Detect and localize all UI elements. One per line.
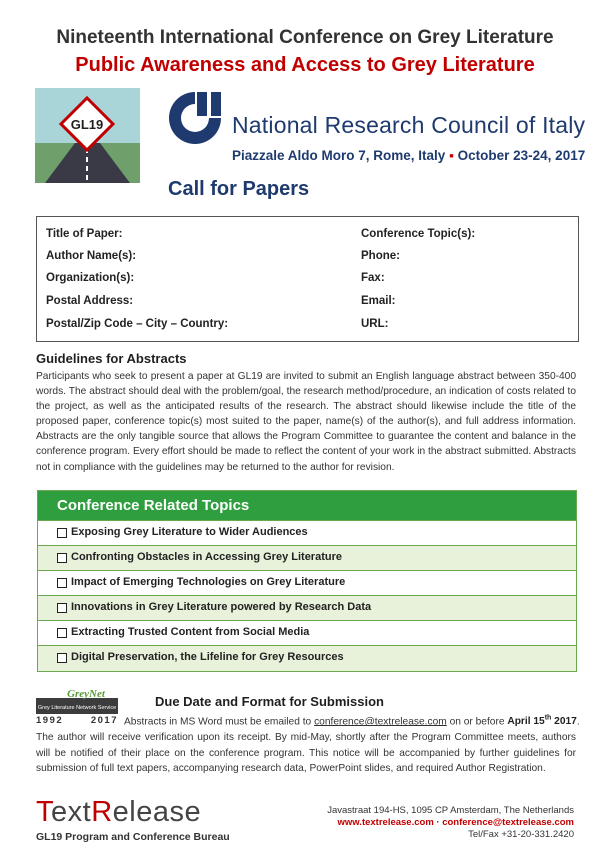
submission-form-box — [36, 216, 579, 342]
gl19-sign-text: GL19 — [70, 117, 104, 132]
checkbox-icon[interactable] — [57, 553, 67, 563]
guidelines-text: Participants who seek to present a paper at GL19 are invited to submit an English language abstract between 350-400 words. The abstract should deal with the problem/goal, the research method/procedure, an indication of costs related to the project, as well as the anticipated results of the research. The abstract should likewise include the title of the proposed paper, conference topic(s) most suited to the paper, name(s) of the author(s), and full address information. Abstracts are the only tangible source that allows the Program Committee to guarantee the content and balance in the conference program. Every effort should be made to reflect the content of your work in the abstract submitted. Abstracts not in compliance with the guidelines may be returned to the author for revision. — [36, 371, 576, 473]
greynet-logo-text: GreyNet — [67, 688, 105, 700]
topics-header — [38, 491, 576, 520]
form-zip-city-country-label: Postal/Zip Code – City – Country: — [46, 318, 229, 330]
topic-label: Innovations in Grey Literature powered by Research Data — [71, 601, 372, 613]
textrelease-logo: TextRelease — [36, 796, 202, 828]
cnr-logo-icon — [165, 88, 225, 146]
form-title-label: Title of Paper: — [46, 228, 123, 240]
checkbox-icon[interactable] — [57, 528, 67, 538]
organizer-name: National Research Council of Italy — [232, 112, 586, 138]
footer-phone: Tel/Fax +31-20-331.2420 — [468, 829, 574, 840]
form-phone-label: Phone: — [361, 250, 400, 262]
submission-text: on or before — [446, 716, 508, 728]
topic-label: Exposing Grey Literature to Wider Audiences — [71, 526, 308, 538]
guidelines-heading: Guidelines for Abstracts — [36, 351, 187, 366]
conference-theme: Public Awareness and Access to Grey Literature — [75, 54, 535, 76]
greynet-year-end: 2017 — [90, 715, 118, 726]
checkbox-icon[interactable] — [57, 603, 67, 613]
topic-label: Extracting Trusted Content from Social Media — [71, 626, 310, 638]
topic-row[interactable] — [38, 545, 576, 570]
footer-website-link[interactable]: www.textrelease.com — [337, 817, 434, 828]
topic-row[interactable] — [38, 595, 576, 620]
footer-address: Javastraat 194-HS, 1095 CP Amsterdam, The Netherlands — [327, 805, 574, 816]
conference-title: Nineteenth International Conference on Grey Literature — [56, 27, 554, 48]
form-organization-label: Organization(s): — [46, 272, 135, 284]
footer-contact-line — [337, 817, 574, 828]
topic-label: Impact of Emerging Technologies on Grey Literature — [71, 576, 346, 588]
form-email-label: Email: — [361, 295, 396, 307]
form-url-label: URL: — [361, 318, 389, 330]
footer-separator: · — [433, 817, 443, 828]
topic-row[interactable] — [38, 570, 576, 595]
topics-heading: Conference Related Topics — [57, 497, 250, 514]
venue-dates: October 23-24, 2017 — [457, 148, 586, 163]
submission-heading: Due Date and Format for Submission — [155, 694, 384, 709]
topic-label: Confronting Obstacles in Accessing Grey Literature — [71, 551, 342, 563]
venue-separator: ▪ — [449, 148, 454, 163]
form-fax-label: Fax: — [361, 272, 385, 284]
checkbox-icon[interactable] — [57, 653, 67, 663]
greynet-tagline: Grey Literature Network Service — [37, 705, 117, 711]
greynet-year-start: 1992 — [36, 715, 64, 726]
bureau-label: GL19 Program and Conference Bureau — [36, 831, 230, 843]
form-topics-label: Conference Topic(s): — [361, 228, 476, 240]
topic-row[interactable] — [38, 645, 576, 671]
submission-email-link[interactable]: conference@textrelease.com — [314, 716, 447, 728]
submission-details: The author will receive verification upon its receipt. By mid-May, shortly after the Program Committee meets, authors will be notified of their place on the conference program. This notice will be accompanied by further guidelines for submission of full text papers, accompanying research data, PowerPoint slides, and required Author Registration. — [36, 732, 576, 774]
call-for-papers-heading: Call for Papers — [168, 178, 310, 200]
topics-table — [37, 490, 577, 672]
checkbox-icon[interactable] — [57, 578, 67, 588]
greynet-years — [36, 715, 118, 726]
form-postal-address-label: Postal Address: — [46, 295, 134, 307]
submission-text: Abstracts in MS Word must be emailed to — [124, 716, 315, 728]
topic-row[interactable] — [38, 620, 576, 645]
submission-text: . — [576, 716, 580, 728]
venue-address: Piazzale Aldo Moro 7, Rome, Italy — [232, 148, 446, 163]
form-author-label: Author Name(s): — [46, 250, 137, 262]
submission-deadline: April 15th 2017 — [507, 715, 577, 728]
gl19-road-sign-illustration — [35, 88, 140, 183]
venue-line — [232, 148, 585, 163]
checkbox-icon[interactable] — [57, 628, 67, 638]
footer-email-link[interactable]: conference@textrelease.com — [442, 817, 574, 828]
topic-label: Digital Preservation, the Lifeline for Grey Resources — [71, 651, 344, 663]
submission-intro — [124, 715, 580, 727]
topic-row[interactable] — [38, 520, 576, 545]
